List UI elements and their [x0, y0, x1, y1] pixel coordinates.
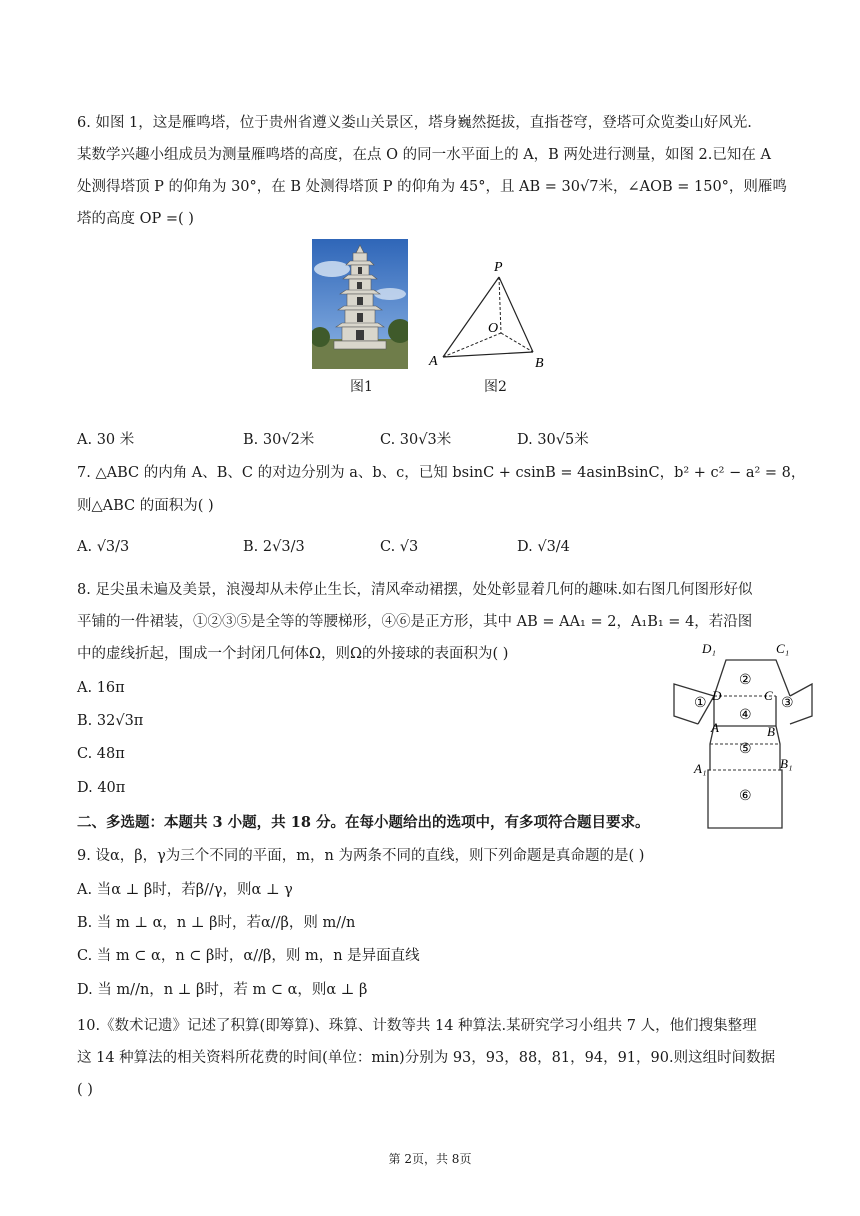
q7-line-1: 7. △ABC 的内角 A、B、C 的对边分别为 a、b、c，已知 bsinC + csinB = 4asinBsinC，b² + c² − a² = 8，: [77, 465, 806, 481]
q10-line-2: 这 14 种算法的相关资料所花费的时间(单位：min)分别为 93，93，88，81，94，91，90.则这组时间数据: [77, 1050, 776, 1066]
skirt-net-diagram: [666, 636, 822, 832]
q7-option-b: B. 2√3/3: [243, 539, 305, 555]
label-D1: D₁: [702, 641, 716, 656]
pagoda-photo: [312, 239, 408, 369]
q7-option-d: D. √3/4: [517, 539, 570, 555]
q6-line-1: 6. 如图 1，这是雁鸣塔，位于贵州省遵义娄山关景区，塔身巍然挺拔，直指苍穹，登塔可众览娄山好风光.: [77, 115, 752, 131]
q9-option-b: B. 当 m ⊥ α，n ⊥ β时，若α//β，则 m//n: [77, 915, 356, 931]
q7-line-2: 则△ABC 的面积为( ): [77, 498, 214, 514]
label-B: B: [767, 724, 775, 739]
page-footer: 第 2页，共 8页: [388, 1152, 472, 1166]
q8-option-a: A. 16π: [77, 680, 125, 696]
region-4: ④: [739, 708, 752, 723]
tetrahedron-diagram: [425, 255, 555, 375]
q6-option-a: A. 30 米: [77, 432, 135, 448]
fig1-caption: 图1: [350, 379, 373, 395]
region-3: ③: [781, 696, 794, 711]
q9-option-d: D. 当 m//n，n ⊥ β时，若 m ⊂ α，则α ⊥ β: [77, 982, 368, 998]
q7-option-a: A. √3/3: [77, 539, 130, 555]
label-C1: C₁: [776, 641, 790, 656]
q7-option-c: C. √3: [380, 539, 419, 555]
q8-option-d: D. 40π: [77, 780, 126, 796]
section-heading: 二、多选题：本题共 3 小题，共 18 分。在每小题给出的选项中，有多项符合题目要求。: [77, 814, 650, 831]
region-1: ①: [694, 696, 707, 711]
q9-option-a: A. 当α ⊥ β时，若β//γ，则α ⊥ γ: [77, 882, 293, 898]
q9-option-c: C. 当 m ⊂ α，n ⊂ β时，α//β，则 m，n 是异面直线: [77, 948, 420, 964]
label-A: A: [429, 354, 438, 369]
label-B1: B₁: [780, 756, 793, 771]
q6-line-3: 处测得塔顶 P 的仰角为 30°，在 B 处测得塔顶 P 的仰角为 45°，且 AB = 30√7米，∠AOB = 150°，则雁鸣: [77, 179, 787, 195]
q8-line-1: 8. 足尖虽未遍及美景，浪漫却从未停止生长，清风牵动裙摆，处处彰显着几何的趣味.如右图几何图形好似: [77, 582, 753, 598]
q6-option-b: B. 30√2米: [243, 432, 315, 448]
fig2-caption: 图2: [484, 379, 507, 395]
region-6: ⑥: [739, 789, 752, 804]
q10-line-1: 10.《数术记遗》记述了积算(即筹算)、珠算、计数等共 14 种算法.某研究学习小组共 7 人，他们搜集整理: [77, 1018, 757, 1034]
q6-option-d: D. 30√5米: [517, 432, 589, 448]
region-5: ⑤: [739, 742, 752, 757]
label-A: A: [711, 720, 719, 735]
label-C: C: [764, 688, 773, 703]
q6-line-4: 塔的高度 OP =( ): [77, 211, 194, 227]
q8-option-c: C. 48π: [77, 746, 125, 762]
q10-line-3: ( ): [77, 1082, 93, 1098]
q9-stem: 9. 设α，β，γ为三个不同的平面，m，n 为两条不同的直线，则下列命题是真命题的是( ): [77, 848, 645, 864]
label-P: P: [494, 260, 503, 275]
label-A1: A₁: [694, 761, 707, 776]
q8-line-2: 平铺的一件裙装，①②③⑤是全等的等腰梯形，④⑥是正方形，其中 AB = AA₁ = 2，A₁B₁ = 4，若沿图: [77, 614, 753, 630]
q6-option-c: C. 30√3米: [380, 432, 452, 448]
q8-line-3: 中的虚线折起，围成一个封闭几何体Ω，则Ω的外接球的表面积为( ): [77, 646, 509, 662]
region-2: ②: [739, 673, 752, 688]
label-O: O: [488, 321, 499, 336]
q8-option-b: B. 32√3π: [77, 713, 144, 729]
q6-line-2: 某数学兴趣小组成员为测量雁鸣塔的高度，在点 O 的同一水平面上的 A，B 两处进行测量，如图 2.已知在 A: [77, 147, 771, 163]
label-D: D: [712, 688, 722, 703]
label-B: B: [535, 356, 544, 371]
